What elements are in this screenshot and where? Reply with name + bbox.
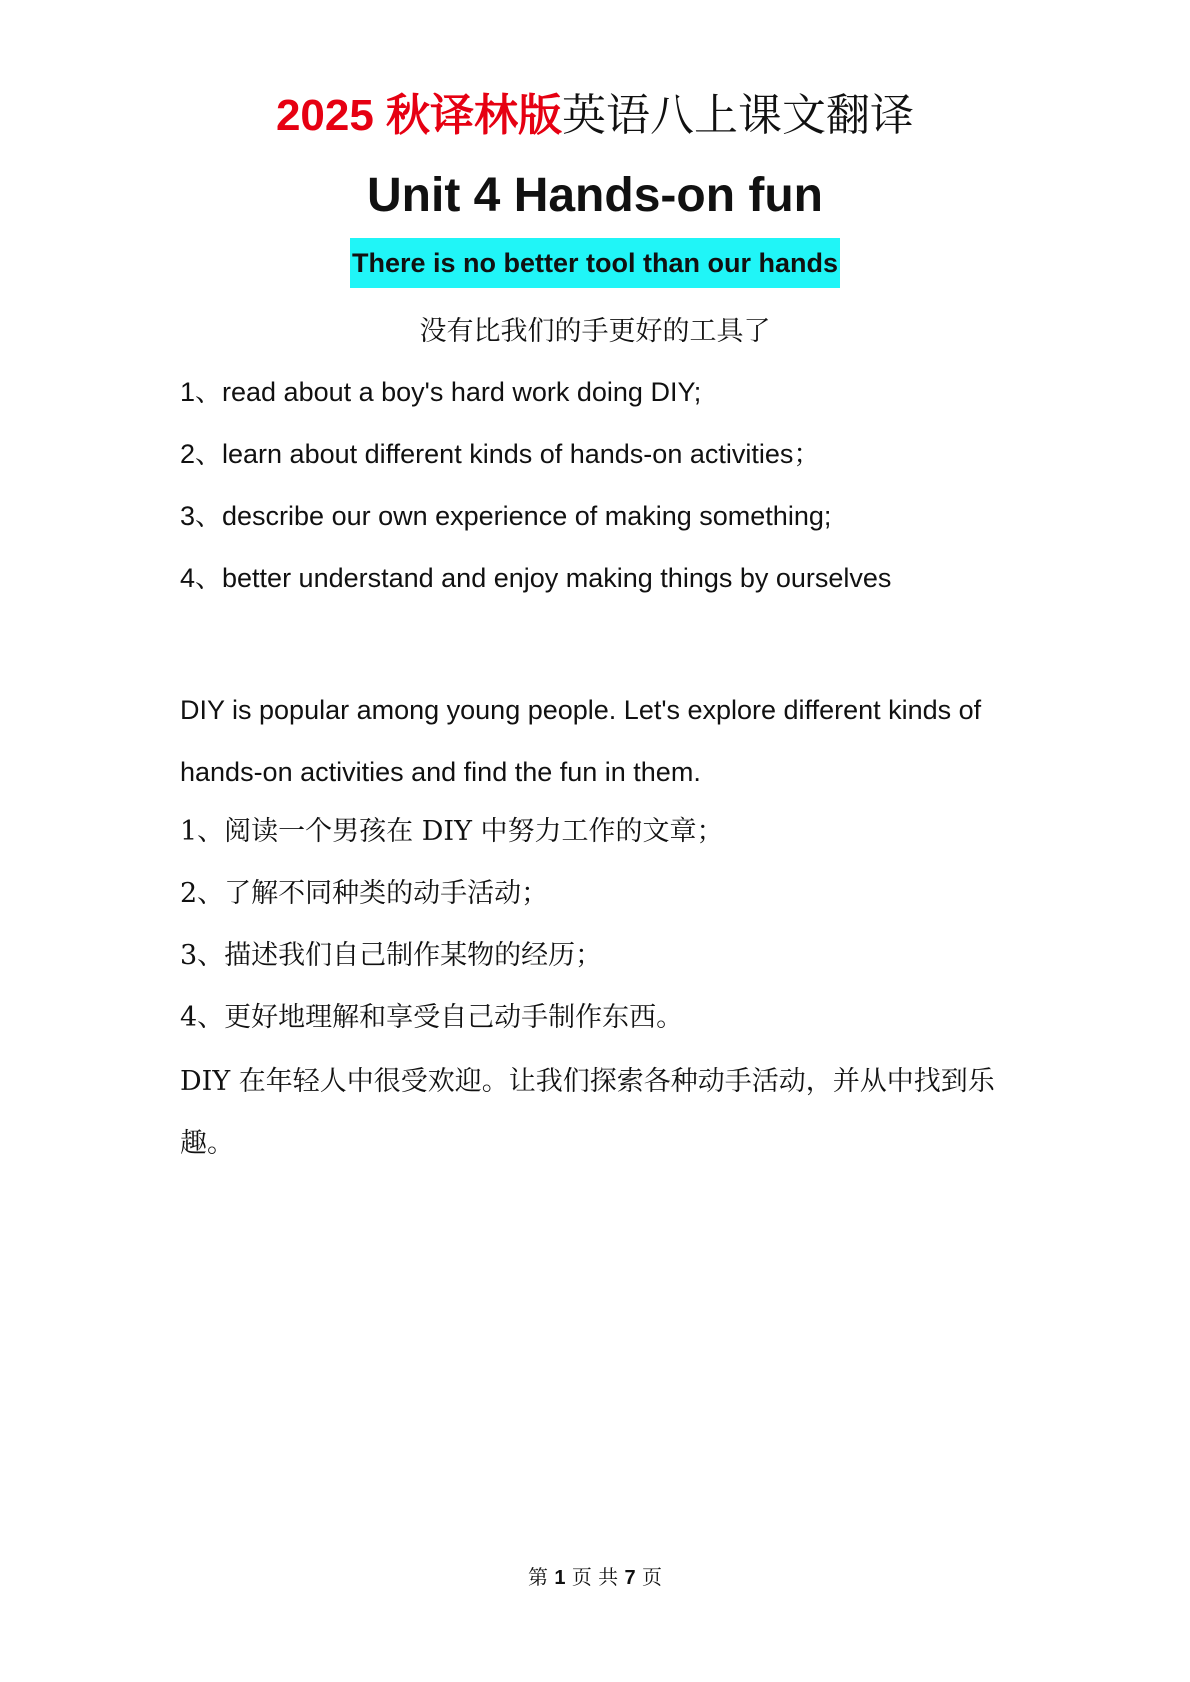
page-footer xyxy=(0,1563,1190,1592)
subtitle-row xyxy=(0,238,1190,288)
footer-page-number: 1 xyxy=(554,1567,566,1589)
objective-cn-4: 4、更好地理解和享受自己动手制作东西。 xyxy=(180,1002,684,1033)
unit-heading: Unit 4 Hands-on fun xyxy=(367,169,823,222)
subtitle-translation: 没有比我们的手更好的工具了 xyxy=(419,316,771,347)
footer-suffix: 页 xyxy=(642,1565,663,1589)
footer-total-pages: 7 xyxy=(624,1567,636,1589)
page-title xyxy=(0,84,1190,148)
objective-cn-3: 3、描述我们自己制作某物的经历； xyxy=(180,940,603,971)
objective-cn-1: 1、阅读一个男孩在 DIY 中努力工作的文章； xyxy=(180,816,724,847)
objective-en-1: 1、read about a boy's hard work doing DIY; xyxy=(180,377,702,407)
footer-middle: 页 共 xyxy=(571,1565,619,1589)
highlighted-subtitle: There is no better tool than our hands xyxy=(350,238,840,288)
objective-en-2: 2、learn about different kinds of hands-on activities； xyxy=(180,439,821,469)
title-subject: 英语八上课文翻译 xyxy=(562,90,915,141)
objective-cn-2: 2、了解不同种类的动手活动； xyxy=(180,878,549,909)
intro-cn-paragraph: DIY 在年轻人中很受欢迎。让我们探索各种动手活动，并从中找到乐趣。 xyxy=(180,1066,995,1159)
intro-en-paragraph: DIY is popular among young people. Let's explore different kinds of hands-on activities and find the fun in them. xyxy=(180,695,982,787)
title-year-edition: 2025 秋译林版 xyxy=(275,91,563,140)
objective-en-3: 3、describe our own experience of making something; xyxy=(180,501,832,531)
footer-prefix: 第 xyxy=(527,1565,548,1589)
objective-en-4: 4、better understand and enjoy making things by ourselves xyxy=(180,563,892,593)
